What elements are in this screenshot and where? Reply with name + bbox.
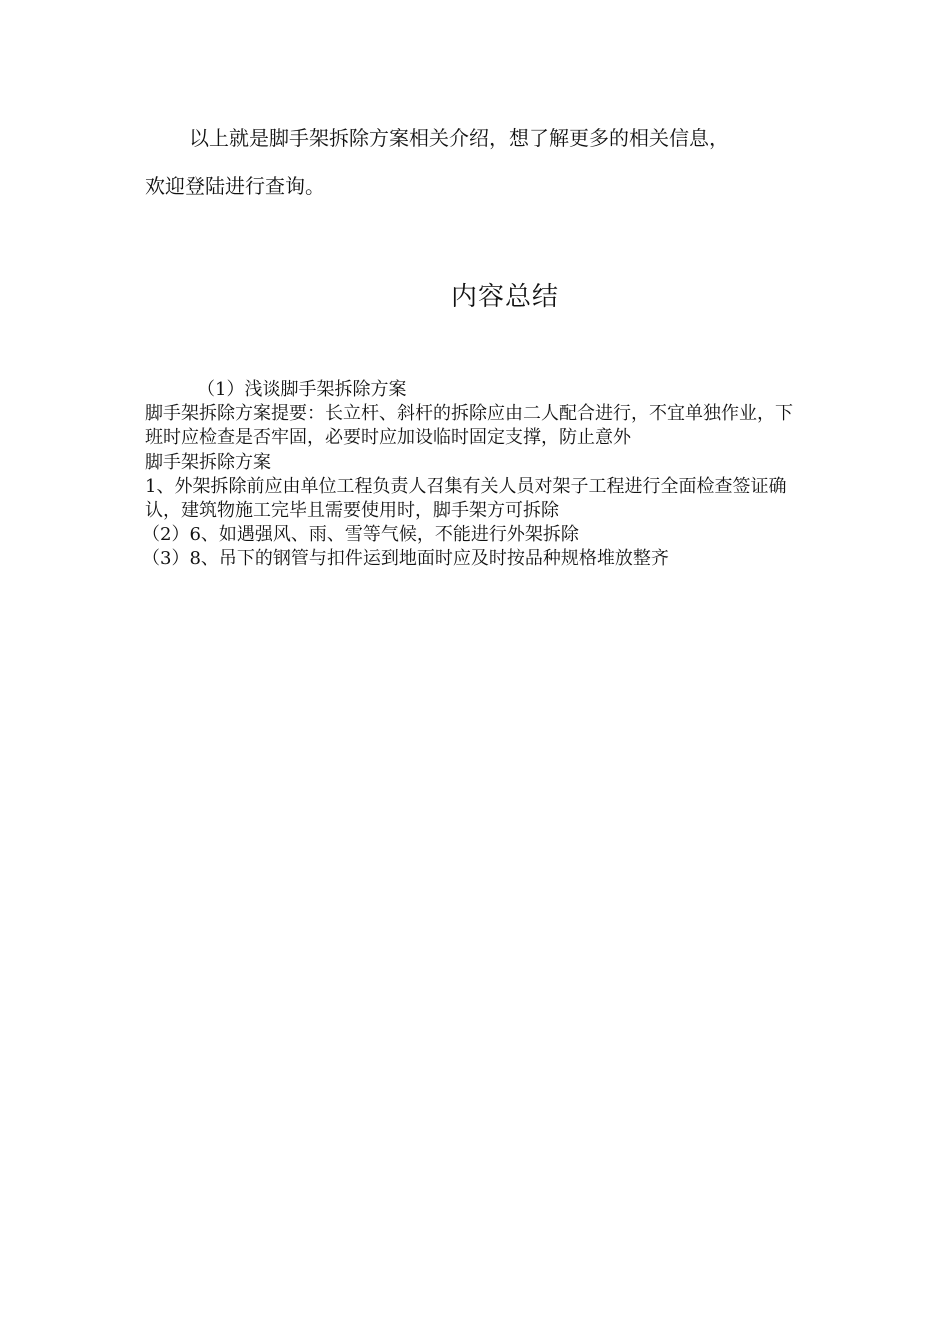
intro-line-1 bbox=[145, 114, 810, 162]
summary-paragraph-2: 1、外架拆除前应由单位工程负责人召集有关人员对架子工程进行全面检查签证确认，建筑物施工完毕且需要使用时，脚手架方可拆除 bbox=[145, 475, 787, 522]
intro-line-2: 欢迎登陆进行查询。 bbox=[145, 174, 325, 198]
summary-title: 内容总结 bbox=[450, 282, 559, 312]
intro-paragraph bbox=[145, 114, 810, 210]
summary-item-3: （3）8、吊下的钢管与扣件运到地面时应及时按品种规格堆放整齐 bbox=[142, 548, 669, 570]
summary-sub-heading: （1）浅谈脚手架拆除方案 bbox=[197, 379, 407, 400]
summary-body bbox=[142, 378, 810, 572]
summary-paragraph-1: 脚手架拆除方案提要：长立杆、斜杆的拆除应由二人配合进行，不宜单独作业，下班时应检查是否牢固，必要时应加设临时固定支撑，防止意外 bbox=[145, 403, 793, 449]
intro-line-1-text: 以上就是脚手架拆除方案相关介绍，想了解更多的相关信息， bbox=[189, 126, 729, 150]
summary-heading-2: 脚手架拆除方案 bbox=[145, 451, 271, 473]
summary-item-2: （2）6、如遇强风、雨、雪等气候，不能进行外架拆除 bbox=[142, 524, 579, 546]
